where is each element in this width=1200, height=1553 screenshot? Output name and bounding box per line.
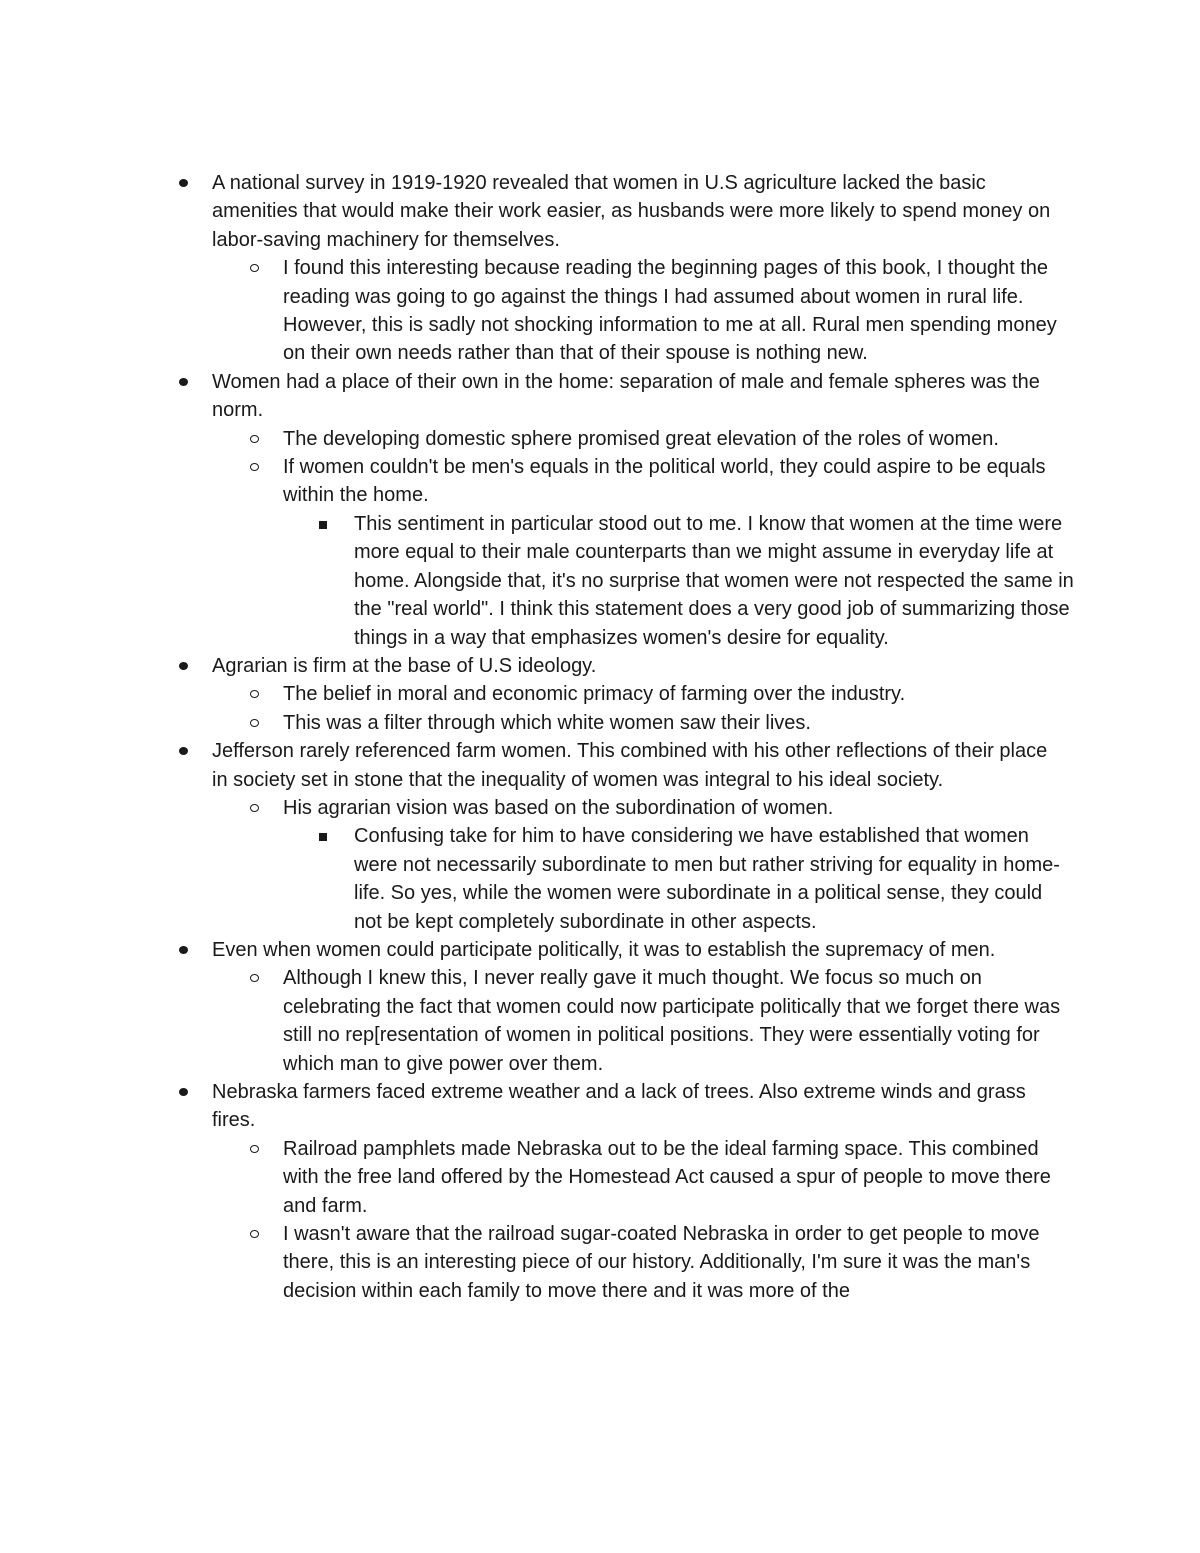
hollow-circle-bullet-icon xyxy=(250,804,259,812)
filled-circle-bullet-icon xyxy=(179,946,188,954)
list-item-text: Even when women could participate politically, it was to establish the supremacy of men. xyxy=(212,938,996,961)
filled-circle-bullet-icon xyxy=(179,378,188,386)
list-item-text: This sentiment in particular stood out to me. I know that women at the time were more equal to their male counterparts than we might assume in everyday life at home. Alongside that, it's no surprise that women were not respected the same in the "real world". I think this statement does a very good job of summarizing those things in a way that emphasizes women's desire for equality. xyxy=(354,512,1074,649)
list-item xyxy=(170,794,1073,822)
list-item-text: The developing domestic sphere promised great elevation of the roles of women. xyxy=(283,427,999,450)
hollow-circle-bullet-icon xyxy=(250,974,259,982)
filled-circle-bullet-icon xyxy=(179,662,188,670)
list-item xyxy=(170,453,1073,510)
list-item xyxy=(170,1220,1073,1305)
list-item xyxy=(170,737,1062,794)
list-item xyxy=(170,822,1074,936)
filled-circle-bullet-icon xyxy=(179,1088,188,1096)
list-item-text: The belief in moral and economic primacy of farming over the industry. xyxy=(283,683,906,706)
filled-circle-bullet-icon xyxy=(179,747,188,755)
list-item-text: I found this interesting because reading the beginning pages of this book, I thought the reading was going to go against the things I had assumed about women in rural life. However, this is sadly not shocking information to me at all. Rural men spending money on their own needs rather than that of their spouse is nothing new. xyxy=(283,257,1057,365)
list-item-text: Confusing take for him to have considering we have established that women were not necessarily subordinate to men but rather striving for equality in home-life. So yes, while the women were subordinate in a political sense, they could not be kept completely subordinate in other aspects. xyxy=(354,825,1060,933)
list-item xyxy=(170,169,1062,254)
list-item-text: If women couldn't be men's equals in the political world, they could aspire to be equals within the home. xyxy=(283,456,1046,507)
filled-circle-bullet-icon xyxy=(179,179,188,187)
list-item xyxy=(170,709,1073,737)
list-item-text: His agrarian vision was based on the subordination of women. xyxy=(283,796,834,819)
hollow-circle-bullet-icon xyxy=(250,435,259,443)
hollow-circle-bullet-icon xyxy=(250,690,259,698)
hollow-circle-bullet-icon xyxy=(250,1145,259,1153)
hollow-circle-bullet-icon xyxy=(250,264,259,272)
list-item-text: Although I knew this, I never really gave it much thought. We focus so much on celebrating the fact that women could now participate politically that we forget there was still no rep[resentation of women in political positions. They were essentially voting for which man to give power over them. xyxy=(283,967,1061,1075)
list-item xyxy=(170,936,1062,964)
list-item xyxy=(170,368,1062,425)
list-item xyxy=(170,964,1073,1078)
list-item-text: Agrarian is firm at the base of U.S ideology. xyxy=(212,654,597,677)
list-item xyxy=(170,254,1073,368)
list-item xyxy=(170,510,1074,652)
filled-square-bullet-icon xyxy=(319,833,327,841)
hollow-circle-bullet-icon xyxy=(250,1230,259,1238)
list-item xyxy=(170,425,1073,453)
list-item-text: I wasn't aware that the railroad sugar-coated Nebraska in order to get people to move there, this is an interesting piece of our history. Additionally, I'm sure it was the man's decision within each family to move there and it was more of the xyxy=(283,1223,1040,1302)
list-item-text: Railroad pamphlets made Nebraska out to be the ideal farming space. This combined with the free land offered by the Homestead Act caused a spur of people to move there and farm. xyxy=(283,1137,1051,1217)
list-item-text: This was a filter through which white women saw their lives. xyxy=(283,711,811,734)
list-item xyxy=(170,1135,1073,1220)
list-item-text: A national survey in 1919-1920 revealed that women in U.S agriculture lacked the basic amenities that would make their work easier, as husbands were more likely to spend money on labor-saving machinery for themselves. xyxy=(212,172,1051,251)
list-item xyxy=(170,680,1073,708)
hollow-circle-bullet-icon xyxy=(250,719,259,727)
list-item-text: Jefferson rarely referenced farm women. This combined with his other reflections of their place in society set in stone that the inequality of women was integral to his ideal society. xyxy=(212,740,1048,791)
list-item-text: Women had a place of their own in the home: separation of male and female spheres was the norm. xyxy=(212,370,1040,422)
bulleted-notes-list xyxy=(170,169,1074,1305)
filled-square-bullet-icon xyxy=(319,521,327,529)
list-item xyxy=(170,652,1062,680)
list-item xyxy=(170,1078,1062,1135)
list-item-text: Nebraska farmers faced extreme weather and a lack of trees. Also extreme winds and grass fires. xyxy=(212,1081,1026,1132)
hollow-circle-bullet-icon xyxy=(250,463,259,471)
